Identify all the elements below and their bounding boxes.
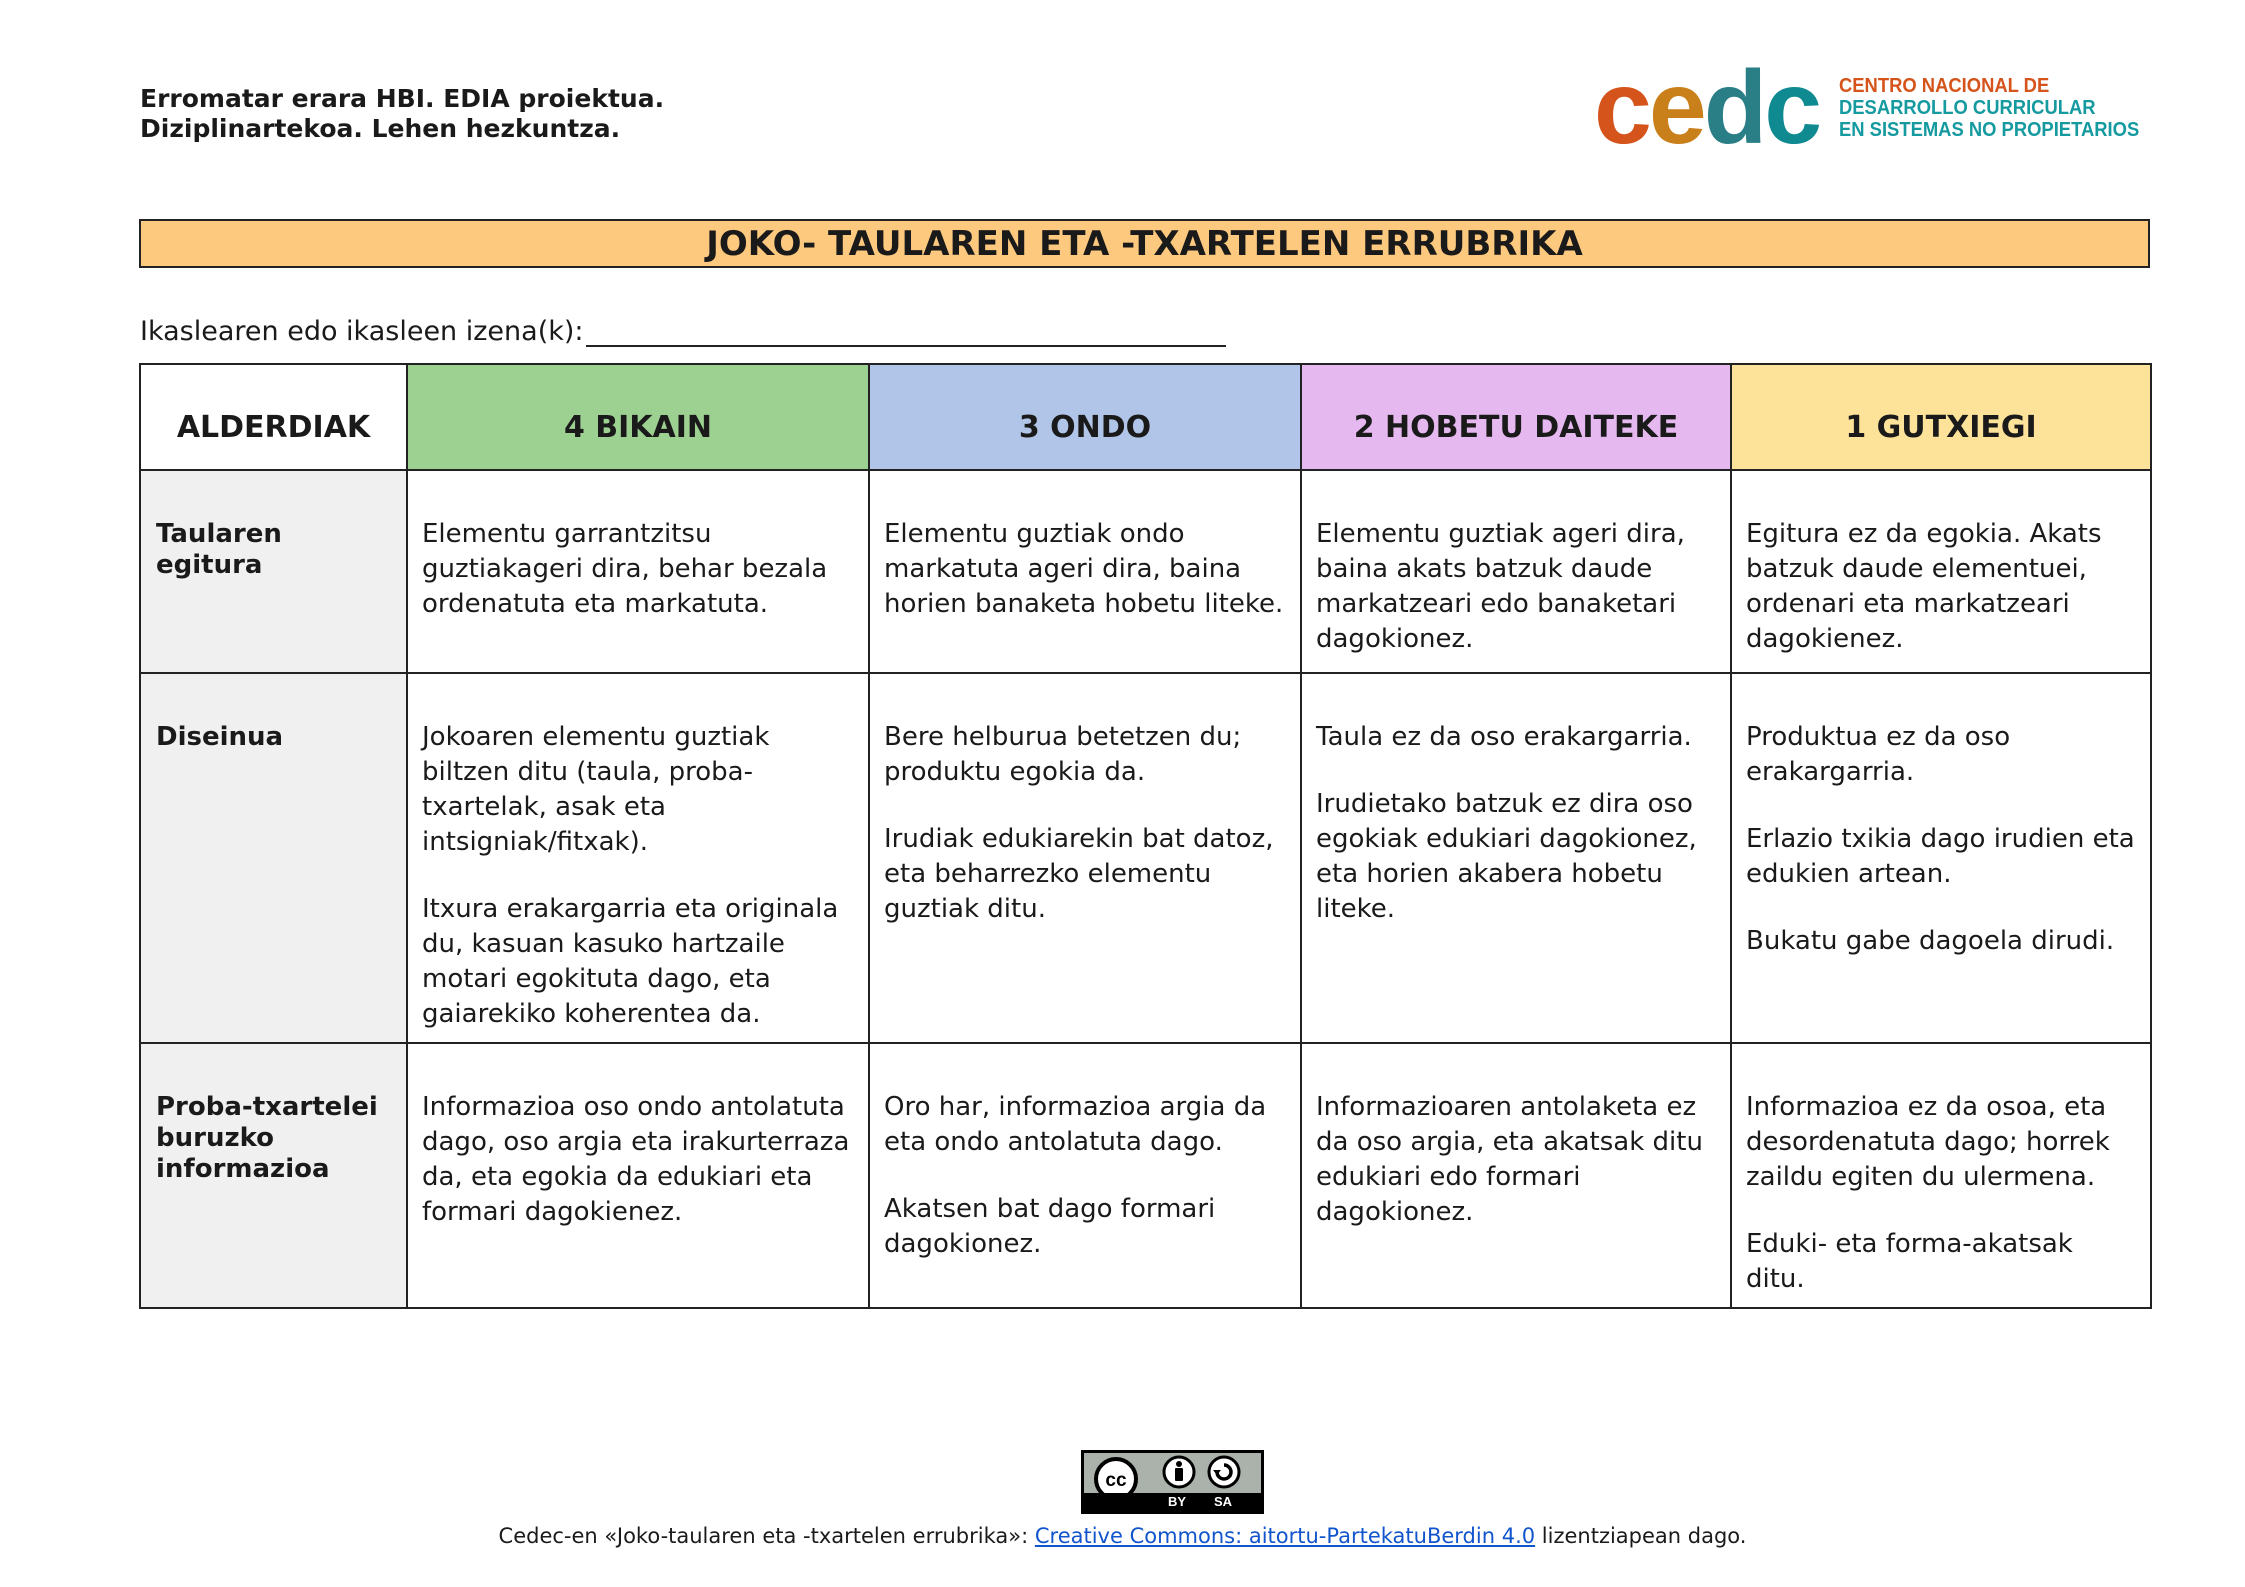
header-level-3: 3 ONDO — [869, 364, 1301, 470]
table-row — [140, 1043, 2151, 1308]
by-label: BY — [1168, 1494, 1187, 1509]
rubric-table — [139, 363, 2152, 1309]
cedec-logo — [1594, 50, 2165, 166]
cc-by-sa-badge[interactable] — [1081, 1450, 1264, 1514]
share-alike-icon — [1209, 1457, 1239, 1487]
license-footer — [0, 1524, 2245, 1548]
level-2-cell: Elementu guztiak ageri dira, baina akats batzuk daude markatzeari edo banaketari dagokionez. — [1301, 470, 1731, 673]
header-level-2: 2 HOBETU DAITEKE — [1301, 364, 1731, 470]
level-1-cell: Egitura ez da egokia. Akats batzuk daude elementuei, ordenari eta markatzeari dagokienez. — [1731, 470, 2151, 673]
aspect-cell: Proba-txartelei buruzko informazioa — [140, 1043, 407, 1308]
level-1-cell: Informazioa ez da osoa, eta desordenatuta dago; horrek zaildu egiten du ulermena. Eduki- eta forma-akatsak ditu. — [1731, 1043, 2151, 1308]
aspect-cell: Taularen egitura — [140, 470, 407, 673]
cc-badge-graphic — [1084, 1453, 1261, 1493]
header-line-1: Erromatar erara HBI. EDIA proiektua. — [140, 84, 665, 113]
aspect-cell: Diseinua — [140, 673, 407, 1043]
header-level-1: 1 GUTXIEGI — [1731, 364, 2151, 470]
student-name-field — [140, 316, 1226, 347]
student-name-blank[interactable] — [586, 319, 1226, 347]
logo-subtitle: CENTRO NACIONAL DE DESARROLLO CURRICULAR EN SISTEMAS NO PROPIETARIOS — [1839, 75, 2140, 141]
sa-label: SA — [1214, 1494, 1233, 1509]
level-1-cell: Produktua ez da oso erakargarria. Erlazio txikia dago irudien eta edukien artean. Bukatu gabe dagoela dirudi. — [1731, 673, 2151, 1043]
license-link[interactable]: Creative Commons: aitortu-PartekatuBerdin 4.0 — [1034, 1524, 1536, 1548]
level-2-cell: Informazioaren antolaketa ez da oso argia, eta akatsak ditu edukiari edo formari dagokionez. — [1301, 1043, 1731, 1308]
level-4-cell: Informazioa oso ondo antolatuta dago, oso argia eta irakurterraza da, eta egokia da edukiari eta formari dagokienez. — [407, 1043, 869, 1308]
header-aspects: ALDERDIAK — [140, 364, 407, 470]
level-3-cell: Oro har, informazioa argia da eta ondo antolatuta dago. Akatsen bat dago formari dagokionez. — [869, 1043, 1301, 1308]
document-header — [140, 84, 664, 144]
table-row — [140, 673, 2151, 1043]
footer-prefix: Cedec-en «Joko-taularen eta -txartelen errubrika»: — [498, 1524, 1035, 1548]
header-level-4: 4 BIKAIN — [407, 364, 869, 470]
header-line-2: Diziplinartekoa. Lehen hezkuntza. — [140, 114, 621, 143]
level-2-cell: Taula ez da oso erakargarria. Irudietako batzuk ez dira oso egokiak edukiari dagokionez, eta horien akabera hobetu liteke. — [1301, 673, 1731, 1043]
level-4-cell: Elementu garrantzitsu guztiakageri dira, behar bezala ordenatuta eta markatuta. — [407, 470, 869, 673]
footer-suffix: lizentziapean dago. — [1535, 1524, 1747, 1548]
svg-text:cc: cc — [1105, 1470, 1127, 1491]
level-4-cell: Jokoaren elementu guztiak biltzen ditu (taula, proba-txartelak, asak eta intsigniak/fitxak). Itxura erakargarria eta originala du, kasuan kasuko hartzaile motari egokituta dago, eta gaiarekiko koherentea da. — [407, 673, 869, 1043]
page-title: JOKO- TAULAREN ETA -TXARTELEN ERRUBRIKA — [139, 219, 2150, 268]
logo-wordmark: cedc — [1594, 50, 1820, 166]
level-3-cell: Elementu guztiak ondo markatuta ageri dira, baina horien banaketa hobetu liteke. — [869, 470, 1301, 673]
student-name-label: Ikaslearen edo ikasleen izena(k): — [140, 316, 584, 347]
level-3-cell: Bere helburua betetzen du; produktu egokia da. Irudiak edukiarekin bat datoz, eta beharrezko elementu guztiak ditu. — [869, 673, 1301, 1043]
table-header-row — [140, 364, 2151, 470]
table-row — [140, 470, 2151, 673]
